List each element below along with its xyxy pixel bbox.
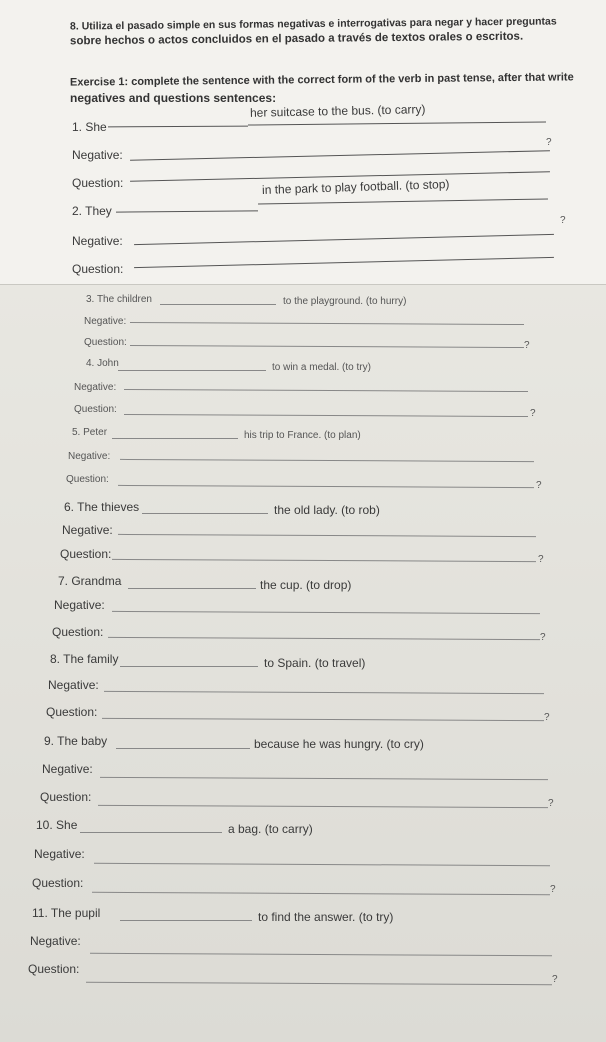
item-11-question-blank[interactable]	[86, 982, 552, 985]
item-9-negative-label: Negative:	[42, 762, 93, 776]
item-2-subject: 2. They	[72, 204, 112, 218]
item-7-rest: the cup. (to drop)	[260, 578, 352, 592]
item-5-question-blank[interactable]	[118, 485, 534, 488]
item-3-answer-blank[interactable]	[160, 304, 276, 305]
item-9-rest: because he was hungry. (to cry)	[254, 737, 424, 751]
item-4-negative-label: Negative:	[74, 382, 117, 393]
item-11-rest: to find the answer. (to try)	[258, 910, 394, 924]
item-10-question-qmark: ?	[550, 884, 556, 895]
item-2-negative-label: Negative:	[72, 234, 123, 248]
item-8-negative-blank[interactable]	[104, 691, 544, 694]
item-5-subject: 5. Peter	[72, 427, 108, 438]
item-3-negative-blank[interactable]	[130, 322, 524, 325]
item-3-subject: 3. The children	[86, 294, 152, 305]
item-6-negative-blank[interactable]	[118, 534, 536, 537]
item-6-question-label: Question:	[60, 547, 112, 561]
item-6-answer-blank[interactable]	[142, 513, 268, 514]
heading-line-2: sobre hechos o actos concluidos en el pasado a través de textos orales o escritos.	[69, 30, 524, 48]
item-1-subject: 1. She	[72, 120, 107, 134]
item-5-rest: his trip to France. (to plan)	[244, 430, 361, 441]
item-10-question-blank[interactable]	[92, 892, 550, 895]
item-5-negative-blank[interactable]	[120, 459, 534, 462]
item-11-question-label: Question:	[28, 962, 80, 976]
item-4-question-qmark: ?	[530, 408, 536, 419]
item-10-negative-blank[interactable]	[94, 863, 550, 866]
item-2-rest: in the park to play football. (to stop)	[261, 177, 450, 197]
item-8-answer-blank[interactable]	[120, 666, 258, 667]
item-9-question-label: Question:	[40, 790, 92, 804]
item-9-question-qmark: ?	[548, 798, 554, 809]
item-6-question-blank[interactable]	[112, 559, 536, 562]
item-6-subject: 6. The thieves	[64, 500, 140, 514]
item-6-question-qmark: ?	[538, 554, 544, 565]
item-2-negative-qmark: ?	[560, 215, 566, 226]
item-8-subject: 8. The family	[50, 652, 119, 666]
item-3-question-blank[interactable]	[130, 345, 524, 348]
item-11-question-qmark: ?	[552, 974, 558, 985]
item-3-negative-label: Negative:	[84, 316, 127, 327]
item-10-question-label: Question:	[32, 876, 84, 890]
item-10-answer-blank[interactable]	[80, 832, 222, 833]
item-1-negative-qmark: ?	[546, 137, 552, 148]
item-2-question-label: Question:	[72, 262, 124, 276]
item-3-rest: to the playground. (to hurry)	[283, 296, 407, 307]
item-4-question-label: Question:	[74, 404, 117, 415]
item-8-question-qmark: ?	[544, 712, 550, 723]
item-8-negative-label: Negative:	[48, 678, 99, 692]
item-8-question-label: Question:	[46, 705, 98, 719]
item-7-answer-blank[interactable]	[128, 588, 256, 589]
item-4-subject: 4. John	[86, 358, 119, 369]
item-5-question-label: Question:	[66, 474, 109, 485]
item-9-subject: 9. The baby	[44, 734, 108, 748]
item-6-negative-label: Negative:	[62, 523, 113, 537]
item-7-negative-blank[interactable]	[112, 611, 540, 614]
item-1-negative-label: Negative:	[72, 148, 123, 162]
item-8-question-blank[interactable]	[102, 718, 544, 721]
item-3-question-qmark: ?	[524, 340, 530, 351]
item-9-negative-blank[interactable]	[100, 777, 548, 780]
item-11-answer-blank[interactable]	[120, 920, 252, 921]
item-10-subject: 10. She	[36, 818, 78, 832]
item-4-negative-blank[interactable]	[124, 389, 528, 392]
item-6-rest: the old lady. (to rob)	[274, 503, 380, 517]
item-5-question-qmark: ?	[536, 480, 542, 491]
exercise-instructions-line-1: Exercise 1: complete the sentence with the correct form of the verb in past tense, after that write	[69, 71, 574, 89]
item-7-subject: 7. Grandma	[58, 574, 122, 588]
item-8-rest: to Spain. (to travel)	[264, 656, 366, 670]
item-10-rest: a bag. (to carry)	[228, 822, 313, 836]
item-7-question-qmark: ?	[540, 632, 546, 643]
item-4-rest: to win a medal. (to try)	[272, 362, 371, 373]
item-7-question-blank[interactable]	[108, 637, 540, 640]
item-11-negative-blank[interactable]	[90, 953, 552, 956]
item-4-answer-blank[interactable]	[118, 370, 266, 371]
item-5-negative-label: Negative:	[68, 451, 111, 462]
item-4-question-blank[interactable]	[124, 414, 528, 417]
item-9-question-blank[interactable]	[98, 805, 548, 808]
item-10-negative-label: Negative:	[34, 847, 85, 861]
exercise-instructions-line-2: negatives and questions sentences:	[70, 91, 277, 105]
heading-line-1: 8. Utiliza el pasado simple en sus formas negativas e interrogativas para negar y hacer preguntas	[69, 15, 557, 33]
item-11-negative-label: Negative:	[30, 934, 81, 948]
item-11-subject: 11. The pupil	[32, 906, 101, 920]
item-7-question-label: Question:	[52, 625, 104, 639]
item-1-rest: her suitcase to the bus. (to carry)	[249, 102, 426, 120]
item-9-answer-blank[interactable]	[116, 748, 250, 749]
item-5-answer-blank[interactable]	[112, 438, 238, 439]
item-1-question-label: Question:	[72, 176, 124, 190]
item-3-question-label: Question:	[84, 337, 127, 348]
item-7-negative-label: Negative:	[54, 598, 105, 612]
